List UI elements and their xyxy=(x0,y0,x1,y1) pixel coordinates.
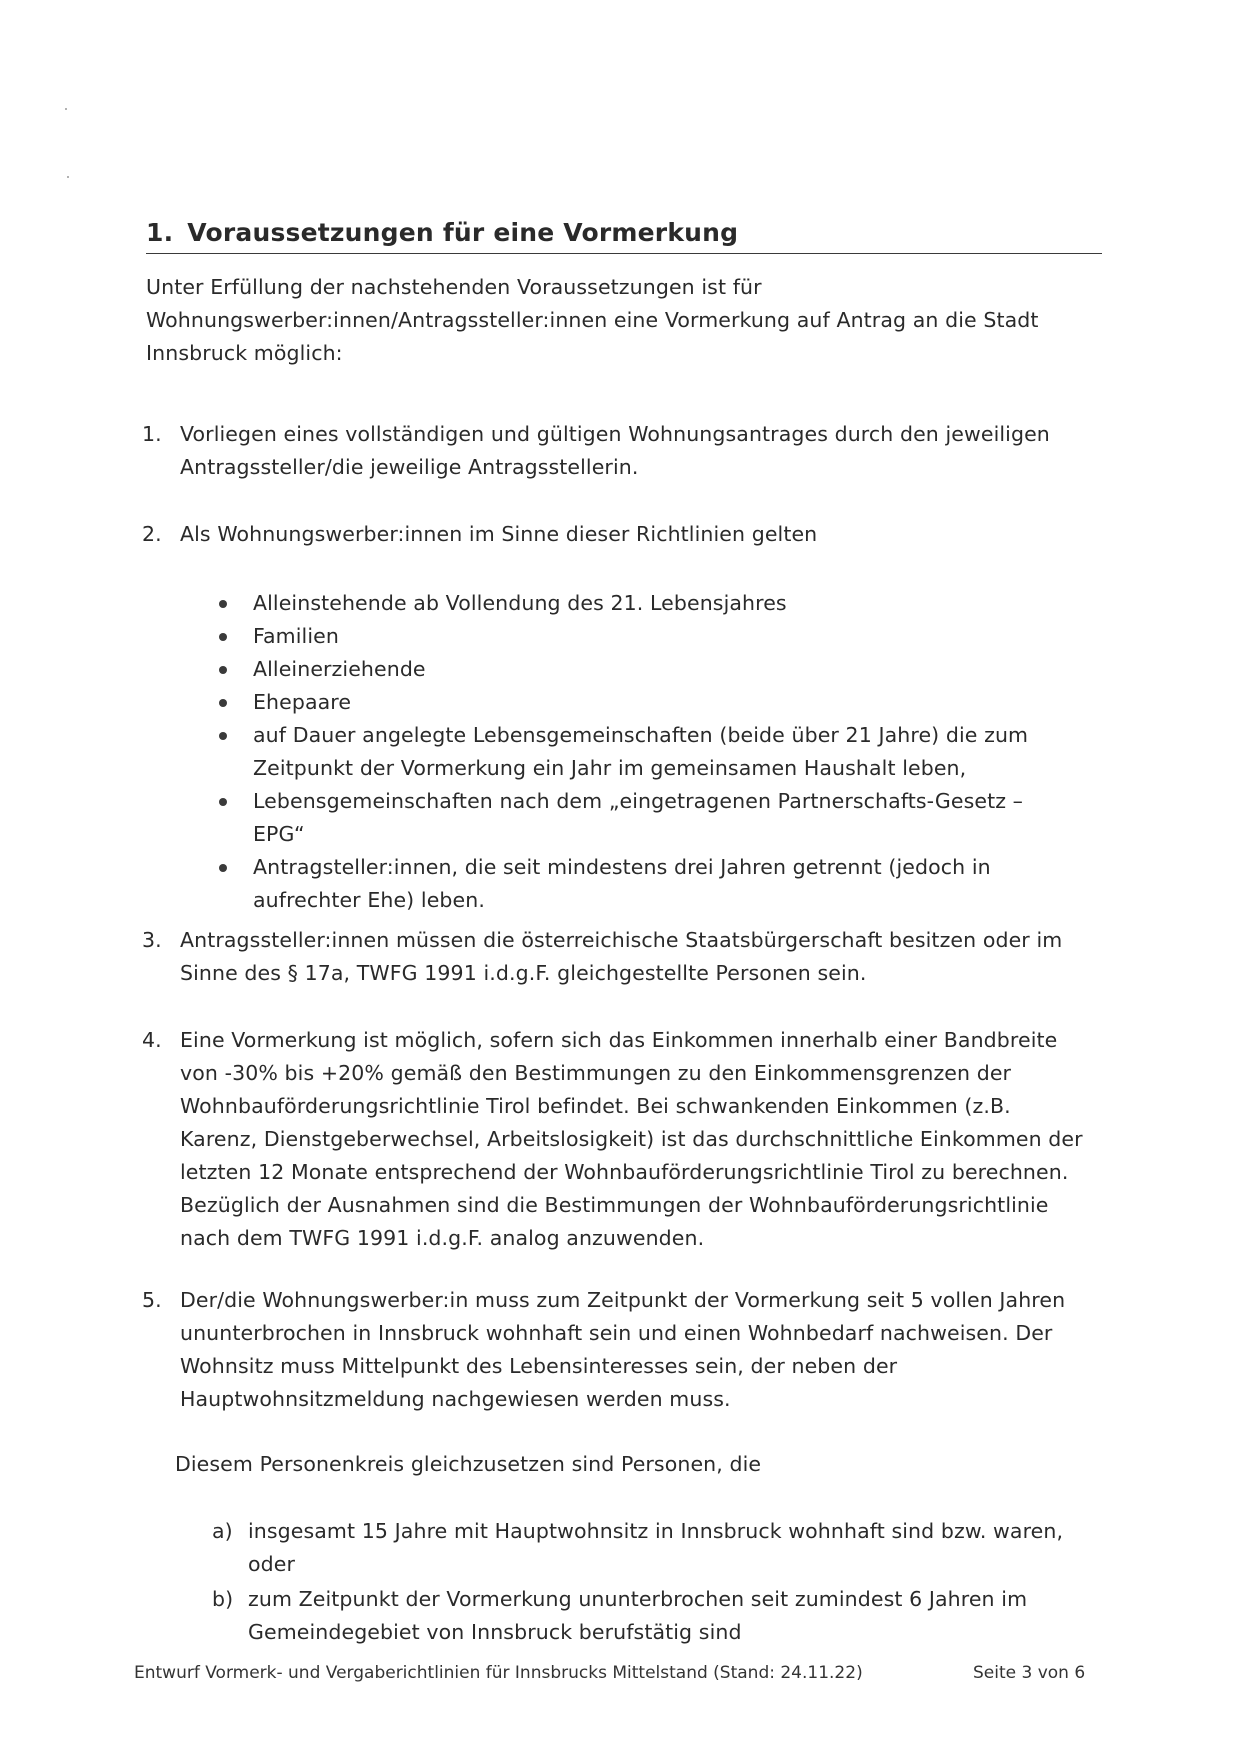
bullet-text: Antragsteller:innen, die seit mindestens drei Jahren getrennt (jedoch in aufrechter Ehe) leben. xyxy=(253,855,991,912)
bullet-item xyxy=(215,719,1035,785)
applicant-types-list xyxy=(215,587,1035,917)
item-number: 1. xyxy=(142,422,162,446)
bullet-item xyxy=(215,587,1035,620)
item-text: Antragssteller:innen müssen die österreichische Staatsbürgerschaft besitzen oder im Sinne des § 17a, TWFG 1991 i.d.g.F. gleichgestellte Personen sein. xyxy=(180,928,1063,985)
bullet-item xyxy=(215,851,1035,917)
bullet-icon xyxy=(219,666,227,674)
bullet-item xyxy=(215,653,1035,686)
bullet-text: auf Dauer angelegte Lebensgemeinschaften (beide über 21 Jahre) die zum Zeitpunkt der Vormerkung ein Jahr im gemeinsamen Haushalt leben, xyxy=(253,723,1029,780)
bullet-text: Ehepaare xyxy=(253,690,352,714)
item-number: 5. xyxy=(142,1288,162,1312)
bullet-item xyxy=(215,785,1035,851)
item-text: Eine Vormerkung ist möglich, sofern sich das Einkommen innerhalb einer Bandbreite von -30% bis +20% gemäß den Bestimmungen zu den Einkommensgrenzen der Wohnbauförderungsrichtlinie Tirol befindet. Bei schwankenden Einkommen (z.B. Karenz, Dienstgeberwechsel, Arbeitslosigkeit) ist das durchschnittliche Einkommen der letzten 12 Monate entsprechend der Wohnbauförderungsrichtlinie Tirol zu berechnen. Bezüglich der Ausnahmen sind die Bestimmungen der Wohnbauförderungsrichtlinie nach dem TWFG 1991 i.d.g.F. analog anzuwenden. xyxy=(180,1028,1083,1250)
footer-page-number: Seite 3 von 6 xyxy=(973,1663,1086,1683)
scan-speck xyxy=(65,108,67,110)
item-text: Vorliegen eines vollständigen und gültigen Wohnungsantrages durch den jeweiligen Antragssteller/die jeweilige Antragsstellerin. xyxy=(180,422,1050,479)
sub-item-label: b) xyxy=(212,1587,234,1611)
item-number: 4. xyxy=(142,1028,162,1052)
bullet-text: Alleinerziehende xyxy=(253,657,426,681)
bullet-item xyxy=(215,686,1035,719)
section-heading xyxy=(146,218,1102,254)
bullet-icon xyxy=(219,600,227,608)
item-text: Als Wohnungswerber:innen im Sinne dieser Richtlinien gelten xyxy=(180,522,818,546)
sub-item-label: a) xyxy=(212,1519,233,1543)
item-text: Der/die Wohnungswerber:in muss zum Zeitpunkt der Vormerkung seit 5 vollen Jahren ununterbrochen in Innsbruck wohnhaft sein und einen Wohnbedarf nachweisen. Der Wohnsitz muss Mittelpunkt des Lebensinteresses sein, der neben der Hauptwohnsitzmeldung nachgewiesen werden muss. xyxy=(180,1288,1066,1411)
bullet-text: Lebensgemeinschaften nach dem „eingetragenen Partnerschafts-Gesetz – EPG“ xyxy=(253,789,1024,846)
item-number: 2. xyxy=(142,522,162,546)
footer-document-title: Entwurf Vormerk- und Vergaberichtlinien für Innsbrucks Mittelstand (Stand: 24.11.22) xyxy=(134,1663,863,1683)
bullet-text: Familien xyxy=(253,624,339,648)
sub-item-text: insgesamt 15 Jahre mit Hauptwohnsitz in Innsbruck wohnhaft sind bzw. waren, oder xyxy=(248,1519,1064,1576)
bullet-icon xyxy=(219,633,227,641)
bullet-icon xyxy=(219,864,227,872)
equivalence-paragraph: Diesem Personenkreis gleichzusetzen sind Personen, die xyxy=(175,1452,762,1476)
section-title: Voraussetzungen für eine Vormerkung xyxy=(187,218,739,247)
item-number: 3. xyxy=(142,928,162,952)
scan-speck xyxy=(67,176,69,178)
sub-item-text: zum Zeitpunkt der Vormerkung ununterbrochen seit zumindest 6 Jahren im Gemeindegebiet von Innsbruck berufstätig sind xyxy=(248,1587,1028,1644)
intro-paragraph: Unter Erfüllung der nachstehenden Voraussetzungen ist für Wohnungswerber:innen/Antragssteller:innen eine Vormerkung auf Antrag an die Stadt Innsbruck möglich: xyxy=(146,275,1039,365)
bullet-icon xyxy=(219,699,227,707)
section-number: 1. xyxy=(146,218,174,247)
bullet-icon xyxy=(219,798,227,806)
bullet-icon xyxy=(219,732,227,740)
bullet-text: Alleinstehende ab Vollendung des 21. Lebensjahres xyxy=(253,591,787,615)
bullet-item xyxy=(215,620,1035,653)
